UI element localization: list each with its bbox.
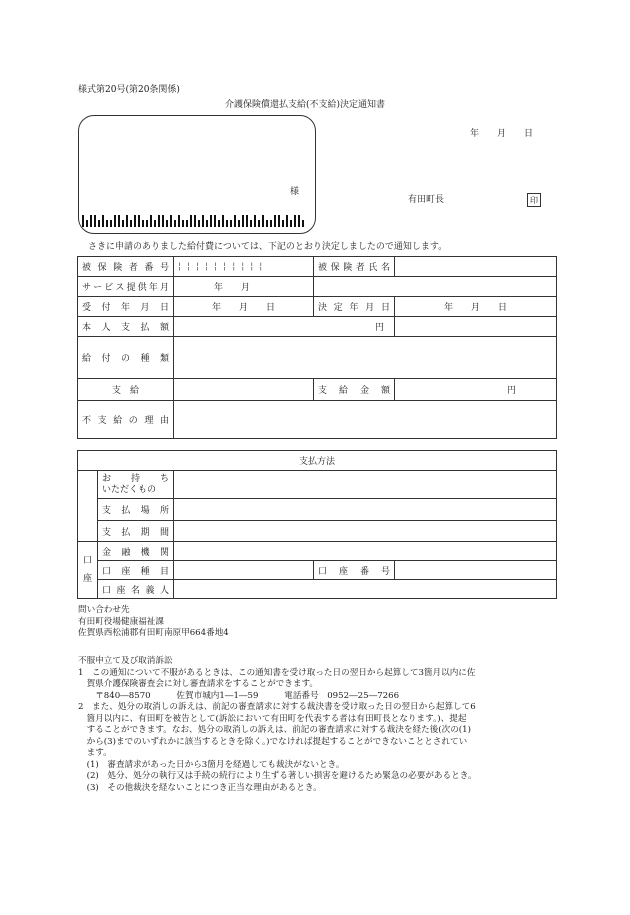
decision-table (77, 256, 557, 439)
barcode-bar (182, 220, 184, 227)
place-field[interactable] (174, 499, 557, 521)
barcode-bar (226, 220, 228, 227)
intro-text: さきに申請のありました給付費については、下記のとおり決定しましたので通知します。 (88, 242, 448, 252)
barcode-bar (146, 220, 148, 227)
barcode-bar (134, 215, 136, 227)
barcode-bar (162, 215, 164, 227)
payment-amount-field[interactable]: 円 (395, 379, 557, 401)
barcode-bar (286, 215, 288, 227)
barcode-bar (90, 215, 92, 227)
barcode-bar (166, 220, 168, 227)
issuer-name: 有田町長 (408, 195, 445, 205)
account-holder-field[interactable] (174, 580, 557, 599)
label-place: 支払場所 (98, 499, 174, 521)
barcode-bar (170, 215, 172, 227)
barcode-bar (110, 220, 112, 227)
label-account (78, 542, 98, 599)
method-left-cell (78, 471, 98, 542)
service-month-blank (314, 277, 557, 297)
barcode-bar (154, 220, 156, 227)
barcode-bar (122, 220, 124, 227)
appeal-item-2: (2) 処分、処分の執行又は手続の続行により生ずる著しい損害を避けるため緊急の必要があるとき。 (78, 771, 477, 781)
benefit-type-field[interactable] (174, 337, 557, 379)
label-account-2: 座 (82, 574, 92, 584)
label-self-paid: 本人支払額 (78, 317, 174, 337)
barcode-bar (118, 215, 120, 227)
barcode-bar (302, 220, 304, 227)
receipt-date-field[interactable]: 年 月 日 (174, 297, 314, 317)
bring-field[interactable] (174, 471, 557, 499)
barcode-bar (278, 215, 280, 227)
barcode-bar (230, 220, 232, 227)
barcode-bar (270, 220, 272, 227)
self-paid-field[interactable]: 円 (174, 317, 395, 337)
decision-date-field[interactable]: 年 月 日 (395, 297, 557, 317)
document-title: 介護保険償還払支給(不支給)決定通知書 (225, 100, 386, 110)
period-field[interactable] (174, 521, 557, 542)
barcode-bar (98, 220, 100, 227)
barcode-bar (290, 220, 292, 227)
barcode-bar (194, 215, 196, 227)
account-no-field[interactable] (395, 561, 557, 580)
barcode-bar (254, 215, 256, 227)
payment-field[interactable] (174, 379, 314, 401)
label-period: 支払期間 (98, 521, 174, 542)
label-bank: 金融機関 (98, 542, 174, 561)
reason-field[interactable] (174, 401, 557, 439)
barcode-bar (258, 220, 260, 227)
barcode-bar (202, 215, 204, 227)
barcode-bar (94, 215, 96, 227)
seal-mark: 印 (527, 193, 541, 207)
form-number: 様式第20号(第20条関係) (78, 85, 180, 95)
barcode-bar (210, 215, 212, 227)
barcode-bar (130, 220, 132, 227)
service-month-field[interactable]: 年 月 (174, 277, 314, 297)
barcode-bar (246, 215, 248, 227)
barcode-bar (282, 220, 284, 227)
label-account-type: 口座種目 (98, 561, 174, 580)
barcode-bar (206, 220, 208, 227)
appeal-p2e: ます。 (78, 748, 112, 758)
barcode-bar (138, 215, 140, 227)
barcode-bar (190, 215, 192, 227)
appeal-head: 不服申立て及び取消訴訟 (78, 656, 173, 666)
label-bring-2: いただくもの (102, 484, 157, 495)
appeal-p2d: から(3)までのいずれかに該当するときを除く。)でなければ提起することができないこととされてい (78, 736, 468, 747)
postal-barcode (82, 213, 308, 227)
appeal-p1a: 1 この通知について不服があるときは、この通知書を受け取った日の翌日から起算して3箇月以内に佐 (78, 667, 476, 678)
barcode-bar (142, 220, 144, 227)
barcode-bar (174, 220, 176, 227)
label-insured-no: 被保険者番号 (78, 257, 174, 277)
label-benefit-type: 給付の種類 (78, 337, 174, 379)
barcode-bar (262, 215, 264, 227)
appeal-p2b: 箇月以内に、有田町を被告として(訴訟において有田町を代表する者は有田町長となります。)、提起 (78, 713, 467, 724)
barcode-bar (106, 220, 108, 227)
barcode-bar (266, 220, 268, 227)
barcode-bar (238, 220, 240, 227)
contact-head: 問い合わせ先 (78, 605, 130, 615)
label-account-holder: 口座名義人 (98, 580, 174, 599)
label-receipt-date: 受付年月日 (78, 297, 174, 317)
payment-method-header: 支払方法 (78, 451, 557, 471)
barcode-bar (102, 215, 104, 227)
barcode-bar (126, 215, 128, 227)
label-service-month: サービス提供年月 (78, 277, 174, 297)
barcode-bar (186, 220, 188, 227)
barcode-bar (214, 215, 216, 227)
issue-date: 年 月 日 (470, 129, 534, 139)
payment-method-table (77, 450, 557, 599)
barcode-bar (298, 215, 300, 227)
label-payment-amount: 支給金額 (314, 379, 395, 401)
appeal-p1c: 〒840―8570 佐賀市城内1―1―59 電話番号 0952―25―7266 (78, 690, 400, 701)
label-insured-name: 被保険者氏名 (314, 257, 395, 277)
insured-no-field[interactable]: ¦¦¦¦¦¦¦¦¦¦ (174, 257, 314, 277)
account-type-field[interactable] (174, 561, 314, 580)
appeal-item-1: (1) 審査請求があった日から3箇月を経過しても裁決がないとき。 (78, 759, 345, 770)
barcode-bar (198, 220, 200, 227)
bank-field[interactable] (174, 542, 557, 561)
appeal-p1b: 賀県介護保険審査会に対し審査請求をすることができます。 (78, 679, 318, 689)
contact-dept: 有田町役場健康福祉課 (78, 616, 164, 627)
label-decision-date: 決定年月日 (314, 297, 395, 317)
appeal-item-3: (3) その他裁決を経ないことにつき正当な理由があるとき。 (78, 782, 322, 793)
barcode-bar (178, 215, 180, 227)
barcode-bar (242, 215, 244, 227)
label-reason: 不支給の理由 (78, 401, 174, 439)
honorific-sama: 様 (290, 187, 300, 197)
barcode-bar (294, 215, 296, 227)
barcode-bar (218, 220, 220, 227)
contact-section (78, 605, 558, 640)
appeal-p2c: することができます。なお、処分の取消しの訴えは、前記の審査請求に対する裁決を経た後(次の(1) (78, 725, 471, 735)
label-account-1: 口 (82, 556, 92, 566)
barcode-bar (250, 220, 252, 227)
barcode-bar (274, 215, 276, 227)
label-payment: 支 給 (78, 379, 174, 401)
label-bring (98, 471, 174, 499)
barcode-bar (158, 215, 160, 227)
barcode-bar (86, 220, 88, 227)
insured-name-field[interactable] (395, 257, 557, 277)
appeal-p2a: 2 また、処分の取消しの訴えは、前記の審査請求に対する裁決書を受け取った日の翌日から起算して6 (78, 702, 476, 712)
barcode-bar (114, 215, 116, 227)
self-paid-blank (395, 317, 557, 337)
contact-address: 佐賀県西松浦郡有田町南原甲664番地4 (78, 628, 229, 638)
barcode-bar (150, 215, 152, 227)
label-account-no: 口座番号 (314, 561, 395, 580)
appeal-section (78, 656, 558, 794)
barcode-bar (222, 215, 224, 227)
label-bring-1: お 持 ち (102, 473, 169, 484)
barcode-bar (234, 215, 236, 227)
barcode-bar (82, 215, 84, 227)
